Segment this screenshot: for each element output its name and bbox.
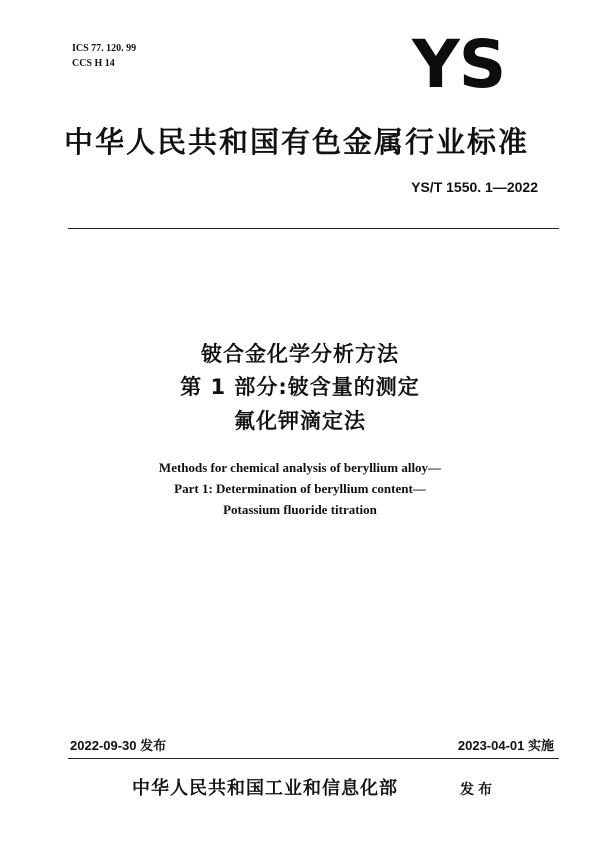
implementation-date: 2023-04-01 实施 (457, 738, 554, 753)
english-title-line-2: Part 1: Determination of beryllium content— (174, 481, 426, 496)
standard-number: YS/T 1550. 1—2022 (411, 179, 538, 195)
issue-date: 2022-09-30 发布 (70, 738, 167, 753)
top-divider (68, 228, 559, 229)
english-title-line-3: Potassium fluoride titration (223, 502, 377, 517)
english-title-line-1: Methods for chemical analysis of beryllium alloy— (158, 460, 442, 475)
organization-title: 中华人民共和国有色金属行业标准 (64, 125, 530, 159)
ys-logo: YS (412, 26, 506, 103)
chinese-title-line-2: 第 1 部分:铍含量的测定 (180, 375, 420, 399)
ics-code: ICS 77. 120. 99 (72, 43, 137, 54)
issuing-ministry: 中华人民共和国工业和信息化部 (132, 778, 398, 799)
bottom-divider (68, 758, 559, 759)
publish-label: 发布 (460, 782, 496, 798)
chinese-title-line-1: 铍合金化学分析方法 (201, 342, 399, 366)
chinese-title-line-3: 氟化钾滴定法 (234, 409, 366, 433)
ccs-code: CCS H 14 (72, 58, 115, 69)
